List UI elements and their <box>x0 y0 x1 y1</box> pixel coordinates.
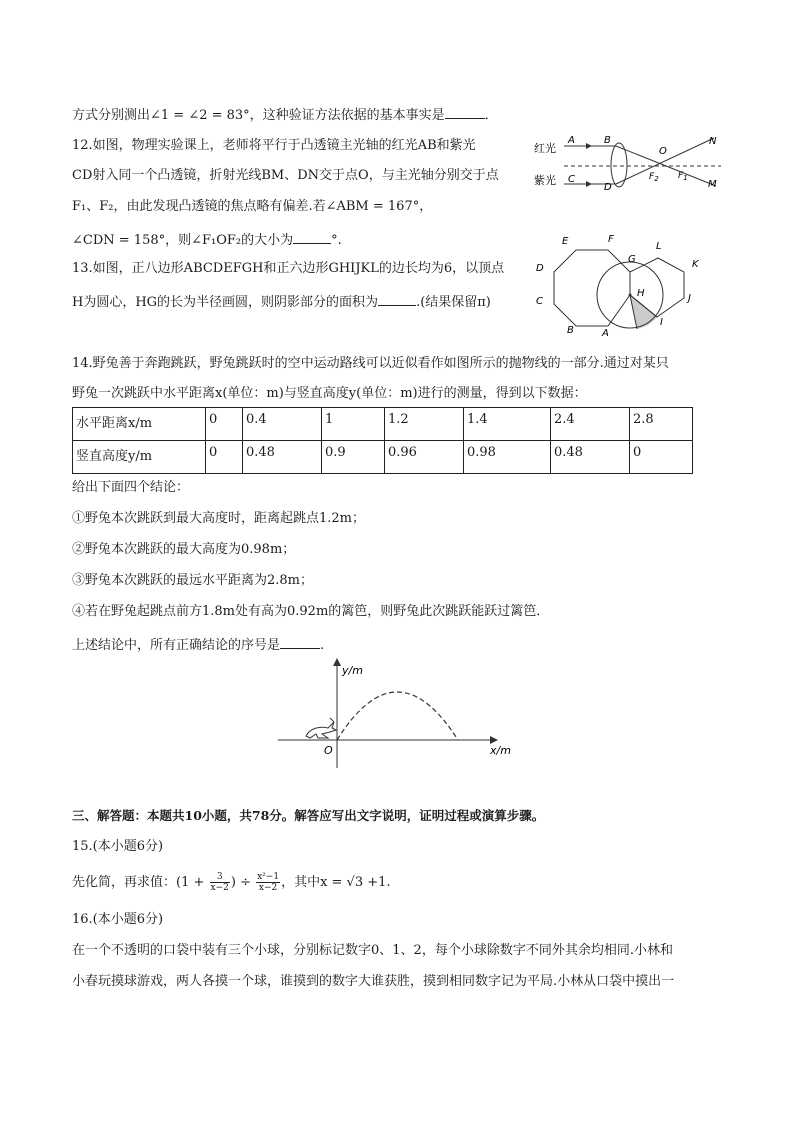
svg-text:C: C <box>536 296 543 307</box>
q13-line-2: H为圆心，HG的长为半径画圆，则阴影部分的面积为 .(结果保留π) <box>72 291 491 312</box>
arrow-icon <box>333 658 341 666</box>
label-red-light: 红光 <box>534 142 556 155</box>
svg-text:A: A <box>568 135 575 146</box>
polygon-figure <box>530 228 710 340</box>
q16-line-1: 在一个不透明的口袋中装有三个小球，分别标记数字0、1、2，每个小球除数字不同外其余均相同.小林和 <box>72 943 673 958</box>
q12-line-1: 12.如图，物理实验课上，老师将平行于凸透镜主光轴的红光AB和紫光 <box>72 138 476 153</box>
section-3-heading: 三、解答题：本题共10小题，共78分。解答应写出文字说明，证明过程或演算步骤。 <box>72 808 545 823</box>
q14-intro: 给出下面四个结论： <box>72 480 190 495</box>
svg-text:F: F <box>608 234 614 245</box>
svg-text:L: L <box>656 241 662 252</box>
table-row: 水平距离x/m 0 0.4 1 1.2 1.4 2.4 2.8 <box>73 408 693 441</box>
lens-figure <box>526 130 726 192</box>
y-axis-label: y/m <box>342 664 363 677</box>
measurement-table <box>72 407 693 474</box>
q14-conclusion-3: ③野兔本次跳跃的最远水平距离为2.8m； <box>72 573 314 588</box>
origin-label: O <box>324 744 333 757</box>
svg-text:C: C <box>568 174 575 185</box>
answer-blank[interactable] <box>445 104 485 119</box>
q13-line-1: 13.如图，正八边形ABCDEFGH和正六边形GHIJKL的边长均为6，以顶点 <box>72 261 505 276</box>
q12-line-4: ∠CDN = 158°，则∠F₁OF₂的大小为 °. <box>72 229 342 250</box>
svg-text:A: A <box>602 328 609 339</box>
q16-line-2: 小春玩摸球游戏，两人各摸一个球，谁摸到的数字大谁获胜，摸到相同数字记为平局.小林从口袋中摸出一 <box>72 974 675 989</box>
arrow-icon <box>586 143 592 149</box>
answer-blank[interactable] <box>280 634 320 649</box>
shaded-region <box>630 295 657 329</box>
q15-heading: 15.(本小题6分) <box>72 839 164 854</box>
svg-text:F1: $F_1$ <box>678 171 688 182</box>
q15-expression: 先化简，再求值：(1 + $\frac{3}{x-2}$ ) ÷ $\frac{\text{x²−1}}{x-2}$ ，其中x = √3 +1. <box>72 872 391 893</box>
rabbit-icon <box>306 718 336 738</box>
q14-conclusion-4: ④若在野兔起跳点前方1.8m处有高为0.92m的篱笆，则野兔此次跳跃能跃过篱笆． <box>72 604 550 619</box>
ray-dn <box>616 138 714 184</box>
q14-line-1: 14.野兔善于奔跑跳跃，野兔跳跃时的空中运动路线可以近似看作如图所示的抛物线的一部分.通过对某只 <box>72 356 669 371</box>
q12-line-2: CD射入同一个凸透镜，折射光线BM、DN交于点O，与主光轴分别交于点 <box>72 168 499 183</box>
q11-tail: 方式分别测出∠1 = ∠2 = 83°，这种验证方法依据的基本事实是 ． <box>72 104 498 125</box>
svg-text:K: K <box>692 259 699 270</box>
svg-text:B: B <box>567 325 574 336</box>
svg-text:H: H <box>637 288 645 299</box>
q16-heading: 16.(本小题6分) <box>72 912 164 927</box>
table-row: 竖直高度y/m 0 0.48 0.9 0.96 0.98 0.48 0 <box>73 441 693 474</box>
q12-line-3: F₁、F₂，由此发现凸透镜的焦点略有偏差.若∠ABM = 167°， <box>72 199 433 214</box>
svg-text:B: B <box>604 135 611 146</box>
svg-text:M: M <box>708 179 717 190</box>
q14-line-2: 野兔一次跳跃中水平距离x(单位：m)与竖直高度y(单位：m)进行的测量，得到以下数据： <box>72 386 587 401</box>
arrow-icon <box>490 736 498 744</box>
octagon <box>554 250 630 326</box>
svg-text:N: N <box>709 136 717 147</box>
svg-text:O: O <box>659 146 667 157</box>
jump-path <box>337 692 458 740</box>
answer-blank[interactable] <box>378 291 416 306</box>
svg-text:D: D <box>536 263 544 274</box>
label-purple-light: 紫光 <box>534 174 556 187</box>
svg-text:F2: $F_2$ <box>649 172 659 183</box>
svg-text:G: G <box>628 254 636 265</box>
svg-text:I: I <box>660 317 663 328</box>
q14-conclusion-1: ①野兔本次跳跃到最大高度时，距离起跳点1.2m； <box>72 511 366 526</box>
q14-ask: 上述结论中，所有正确结论的序号是 . <box>72 634 324 655</box>
svg-text:E: E <box>562 236 569 247</box>
x-axis-label: x/m <box>490 744 511 757</box>
arrow-icon <box>586 181 592 187</box>
answer-blank[interactable] <box>293 229 331 244</box>
parabola-figure <box>272 656 522 774</box>
q14-conclusion-2: ②野兔本次跳跃的最大高度为0.98m； <box>72 542 296 557</box>
svg-text:D: D <box>604 182 612 192</box>
svg-text:J: J <box>688 293 691 304</box>
